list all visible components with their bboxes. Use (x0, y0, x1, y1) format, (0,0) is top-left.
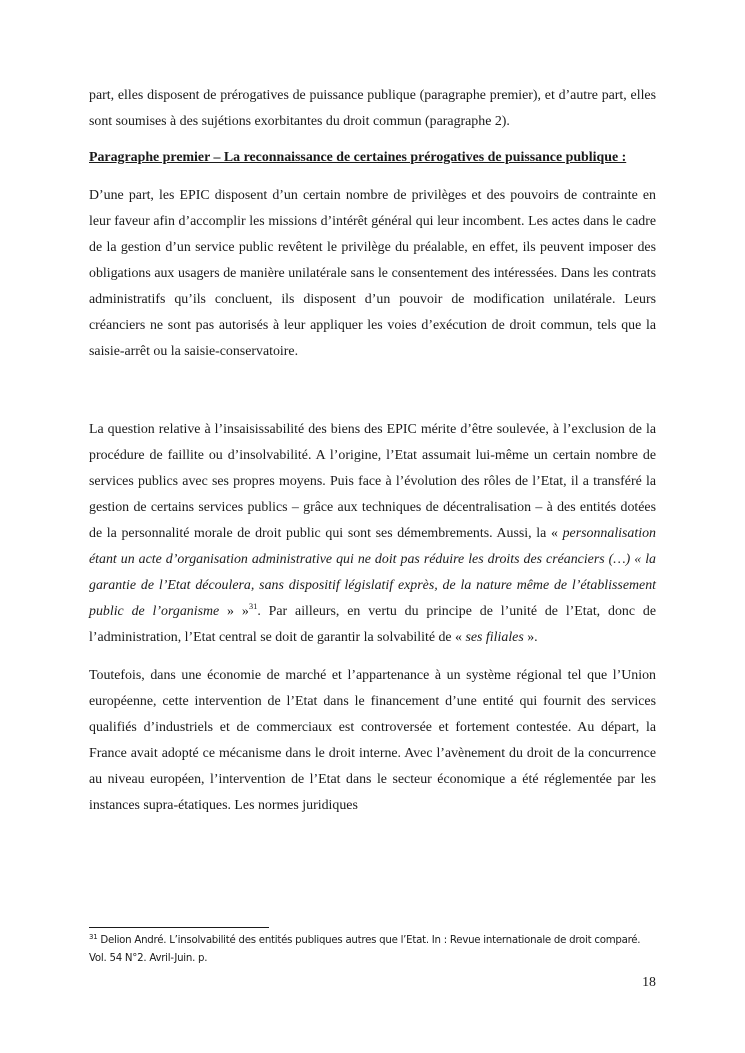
paragraph-intro: part, elles disposent de prérogatives de puissance publique (paragraphe premier), et d’autre part, elles sont soumises à des sujétions exorbitantes du droit commun (paragraphe 2). (89, 88, 656, 129)
p3-quote-close: » » (219, 604, 249, 619)
footnote-number: 31 (89, 933, 98, 941)
paragraph-insaisissabilite (89, 417, 656, 651)
footnote (89, 932, 656, 968)
p3-text-3: ». (523, 630, 538, 645)
p3-text-1: La question relative à l’insaisissabilité des biens des EPIC mérite d’être soulevée, à l’exclusion de la procédure de faillite ou d’insolvabilité. A l’origine, l’Etat assumait lui-même un certain nombre de services publics avec ses propres moyens. Puis face à l’évolution des rôles de l’Etat, il a transféré la gestion de certains services publics – grâce aux techniques de décentralisation – à des entités dotées de la personnalité morale de droit public qui sont ses démembrements. Aussi, la « (89, 422, 656, 541)
paragraph-toutefois: Toutefois, dans une économie de marché et l’appartenance à un système régional tel que l’Union européenne, cette intervention de l’Etat dans le financement d’une entité qui fournit des services qualifiés d’industriels et de commerciaux est controversée et fortement contestée. Au départ, la France avait adopté ce mécanisme dans le droit interne. Avec l’avènement du droit de la concurrence au niveau européen, l’intervention de l’Etat dans le secteur économique a été réglementée par les instances supra-étatiques. Les normes juridiques (89, 668, 656, 813)
section-heading: Paragraphe premier – La reconnaissance de certaines prérogatives de puissance publique : (89, 150, 627, 165)
p3-quote: personnalisation étant un acte d’organisation administrative qui ne doit pas réduire les droits des créanciers (…) « la garantie de l’Etat découlera, sans dispositif législatif exprès, de la nature même de l’établissement public de l’organisme (89, 526, 656, 619)
p3-filiales: ses filiales (465, 630, 524, 645)
footnote-reference[interactable]: 31 (248, 601, 258, 611)
footnote-divider (89, 927, 269, 928)
p3-text-2: . Par ailleurs, en vertu du principe de l’unité de l’Etat, donc de l’administration, l’Etat central se doit de garantir la solvabilité de « (89, 604, 656, 645)
page-number: 18 (642, 975, 656, 990)
page-body (89, 83, 656, 819)
paragraph-prerogatives: D’une part, les EPIC disposent d’un certain nombre de privilèges et des pouvoirs de contrainte en leur faveur afin d’accomplir les missions d’intérêt général qui leur incombent. Les actes dans le cadre de la gestion d’un service public revêtent le privilège du préalable, en effet, ils peuvent imposer des obligations aux usagers de manière unilatérale sans le consentement des intéressées. Dans les contrats administratifs qu’ils concluent, ils disposent d’un pouvoir de modification unilatérale. Leurs créanciers ne sont pas autorisés à leur appliquer les voies d’exécution de droit commun, tels que la saisie-arrêt ou la saisie-conservatoire. (89, 188, 656, 359)
footnote-text: Delion André. L’insolvabilité des entités publiques autres que l’Etat. In : Revue internationale de droit comparé. Vol. 54 N°2. Avril-Juin. p. (89, 935, 641, 964)
